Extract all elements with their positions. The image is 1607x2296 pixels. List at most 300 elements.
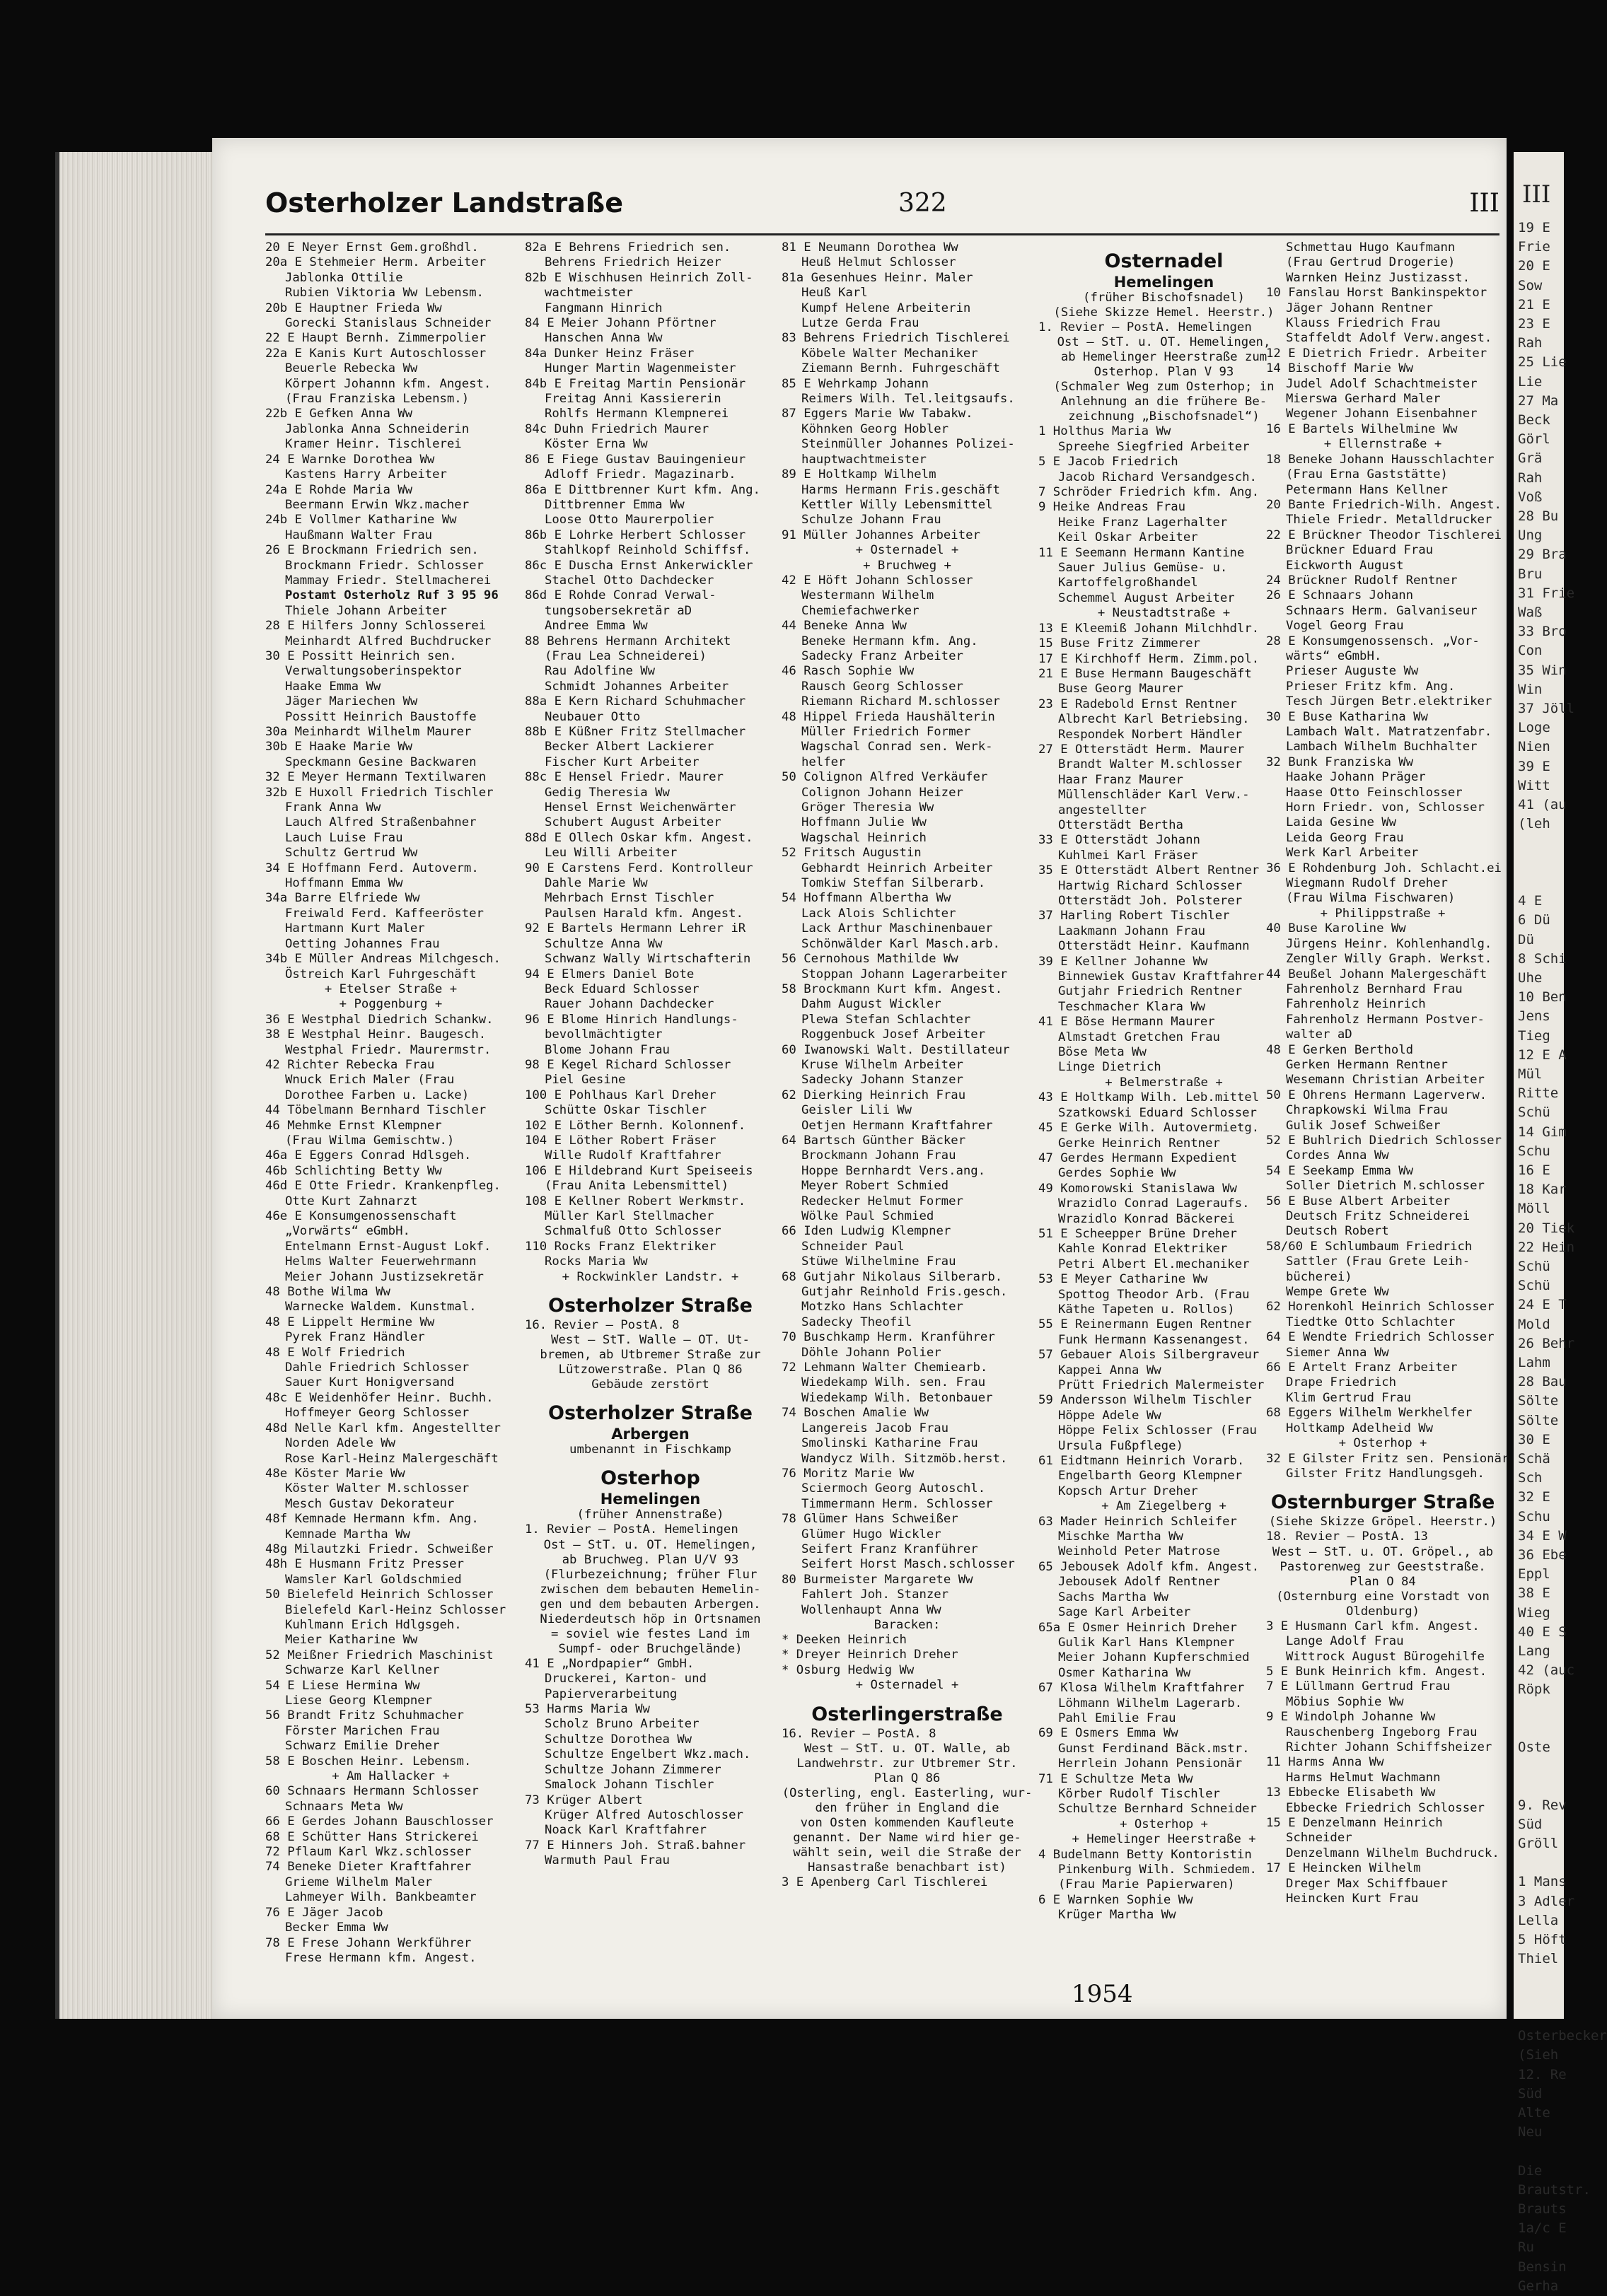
- resident-entry: Gilster Fritz Handlungsgeh.: [1286, 1466, 1485, 1481]
- resident-entry: Vogel Georg Frau: [1286, 619, 1404, 634]
- adjacent-page-line: Sch: [1518, 1470, 1543, 1486]
- resident-entry: Meier Johann Kupferschmied: [1058, 1650, 1250, 1665]
- adjacent-page-line: Ru: [1518, 2239, 1534, 2256]
- adjacent-page-line: 35 Win: [1518, 662, 1567, 678]
- resident-entry: Becker Emma Ww: [285, 1921, 388, 1935]
- house-entry: 91 Müller Johannes Arbeiter: [782, 528, 980, 542]
- resident-entry: Norden Adele Ww: [285, 1436, 396, 1451]
- resident-entry: Engelbarth Georg Klempner: [1058, 1469, 1243, 1484]
- resident-entry: Gebhardt Heinrich Arbeiter: [801, 861, 993, 875]
- street-note: zwischen dem bebauten Hemelin-: [540, 1582, 761, 1597]
- street-note: Ost — StT. u. OT. Hemelingen,: [1057, 335, 1271, 350]
- resident-entry: Ebbecke Friedrich Schlosser: [1286, 1800, 1485, 1815]
- house-entry: 48 Hippel Frieda Haushälterin: [782, 709, 995, 724]
- resident-entry: Sadecky Franz Arbeiter: [801, 648, 963, 663]
- resident-entry: Warmuth Paul Frau: [545, 1853, 670, 1868]
- house-entry: 30 E Buse Katharina Ww: [1266, 709, 1428, 724]
- street-note: Oldenburg): [1345, 1604, 1420, 1619]
- house-entry: 24b E Vollmer Katharine Ww: [265, 513, 457, 528]
- adjacent-page-line: Eppl: [1518, 1566, 1550, 1583]
- adjacent-page-line: [1514, 1719, 1564, 1738]
- adjacent-page-line: 34 E W: [1518, 1527, 1567, 1544]
- house-entry: 16. Revier — PostA. 8: [782, 1726, 936, 1741]
- resident-entry: Sattler (Frau Grete Leih-: [1286, 1254, 1470, 1269]
- house-entry: 5 E Bunk Heinrich kfm. Angest.: [1266, 1664, 1487, 1679]
- resident-entry: Wiedekamp Wilh. Betonbauer: [801, 1390, 993, 1405]
- house-entry: 88c E Hensel Friedr. Maurer: [525, 770, 724, 785]
- adjacent-page-line: Tieg: [1518, 1027, 1550, 1044]
- street-note: Landwehrstr. zur Utbremer Str.: [796, 1756, 1018, 1771]
- adjacent-page-line: 9. Rev: [1518, 1797, 1567, 1813]
- resident-entry: Gerken Hermann Rentner: [1286, 1057, 1448, 1072]
- resident-entry: Wandycz Wilh. Sitzmöb.herst.: [801, 1451, 1008, 1466]
- adjacent-page-line: Nien: [1518, 739, 1550, 755]
- resident-entry: Kuhlmei Karl Fräser: [1058, 848, 1198, 863]
- house-entry: 59 Andersson Wilhelm Tischler: [1038, 1393, 1252, 1408]
- adjacent-page-line: [1514, 853, 1564, 873]
- resident-entry: Lutze Gerda Frau: [801, 316, 919, 331]
- column-4: [1038, 240, 1289, 1923]
- house-entry: 41 E „Nordpapier“ GmbH.: [525, 1656, 695, 1671]
- street-note: zeichnung „Bischofsnadel“): [1068, 409, 1260, 424]
- adjacent-page-line: Gröll: [1518, 1836, 1559, 1852]
- house-entry: 46a E Eggers Conrad Hdlsgeh.: [265, 1148, 472, 1163]
- house-entry: 10 Fanslau Horst Bankinspektor: [1266, 286, 1487, 301]
- adjacent-page-line: Schü: [1518, 1258, 1550, 1274]
- resident-entry: Hensel Ernst Weichenwärter: [545, 800, 736, 815]
- house-entry: 1 Holthus Maria Ww: [1038, 424, 1171, 439]
- street-note: Gebäude zerstört: [591, 1377, 709, 1392]
- adjacent-page-line: Rah: [1518, 470, 1543, 486]
- resident-entry: Respondek Norbert Händler: [1058, 727, 1243, 742]
- resident-entry: angestellter: [1058, 803, 1147, 817]
- resident-entry: Liese Georg Klempner: [285, 1694, 433, 1708]
- adjacent-page-line: Die: [1518, 2162, 1543, 2179]
- resident-entry: Ziemann Bernh. Fuhrgeschäft: [801, 361, 1000, 376]
- resident-entry: Meyer Robert Schmied: [801, 1179, 949, 1194]
- resident-entry: Köster Walter M.schlosser: [285, 1481, 470, 1496]
- street-section-heading: Osterholzer Straße: [548, 1295, 753, 1317]
- adjacent-page-line: 33 Bro: [1518, 624, 1567, 640]
- street-section-heading: Osternburger Straße: [1270, 1491, 1495, 1514]
- adjacent-page-line: 42 (auc: [1518, 1662, 1575, 1679]
- resident-entry: Brockmann Friedr. Schlosser: [285, 558, 484, 573]
- house-entry: 83 Behrens Friedrich Tischlerei: [782, 331, 1010, 346]
- adjacent-page-line: Dü: [1518, 931, 1534, 948]
- resident-entry: Deutsch Fritz Schneiderei: [1286, 1209, 1470, 1223]
- house-entry: 24 Brückner Rudolf Rentner: [1266, 573, 1458, 588]
- street-section-district: Hemelingen: [600, 1491, 701, 1508]
- street-note: Osterhop. Plan V 93: [1093, 365, 1234, 380]
- resident-entry: Spreehe Siegfried Arbeiter: [1058, 439, 1250, 454]
- resident-entry: Leida Georg Frau: [1286, 830, 1404, 845]
- house-entry: 34 E Hoffmann Ferd. Autoverm.: [265, 861, 479, 875]
- house-entry: 90 E Carstens Ferd. Kontrolleur: [525, 861, 753, 875]
- resident-entry: Albrecht Karl Betriebsing.: [1058, 712, 1250, 727]
- house-entry: 68 E Schütter Hans Strickerei: [265, 1829, 479, 1844]
- adjacent-page-line: Süd: [1518, 2085, 1543, 2102]
- adjacent-page-line: Lang: [1518, 1643, 1550, 1660]
- resident-entry: Riemann Richard M.schlosser: [801, 694, 1000, 709]
- resident-entry: (Frau Franziska Lebensm.): [285, 392, 470, 407]
- house-entry: 62 Horenkohl Heinrich Schlosser: [1266, 1300, 1495, 1315]
- house-entry: 17 E Heincken Wilhelm: [1266, 1861, 1421, 1876]
- resident-entry: Schwarze Karl Kellner: [285, 1663, 440, 1678]
- house-entry: 43 E Holtkamp Wilh. Leb.mittel: [1038, 1090, 1260, 1105]
- resident-entry: Sachs Martha Ww: [1058, 1590, 1169, 1604]
- resident-entry: walter aD: [1286, 1027, 1352, 1042]
- adjacent-page-line: 12. Re: [1518, 2066, 1567, 2082]
- header-rule: [265, 233, 1499, 235]
- resident-entry: Jebousek Adolf Rentner: [1058, 1575, 1220, 1590]
- house-entry: 48 Bothe Wilma Ww: [265, 1285, 390, 1300]
- house-entry: 20a E Stehmeier Herm. Arbeiter: [265, 255, 487, 270]
- resident-entry: Schmidt Johannes Arbeiter: [545, 679, 729, 694]
- resident-entry: Mesch Gustav Dekorateur: [285, 1496, 455, 1511]
- resident-entry: Kumpf Helene Arbeiterin: [801, 301, 971, 315]
- house-entry: 81 E Neumann Dorothea Ww: [782, 240, 958, 255]
- resident-entry: Schnaars Herm. Galvaniseur: [1286, 603, 1478, 618]
- house-entry: 56 Brandt Fritz Schuhmacher: [265, 1708, 464, 1723]
- resident-entry: Klauss Friedrich Frau: [1286, 316, 1441, 331]
- adjacent-page-line: Wieg: [1518, 1604, 1550, 1621]
- resident-entry: Wnuck Erich Maler (Frau: [285, 1073, 455, 1088]
- street-note: ab Hemelinger Heerstraße zum: [1060, 350, 1267, 365]
- adjacent-page-line: 41 (au: [1518, 797, 1567, 813]
- resident-entry: Laida Gesine Ww: [1286, 815, 1397, 830]
- house-entry: 60 Iwanowski Walt. Destillateur: [782, 1042, 1010, 1057]
- resident-entry: Frank Anna Ww: [285, 800, 381, 815]
- street-note: (Siehe Skizze Hemel. Heerstr.): [1053, 305, 1275, 320]
- resident-entry: Andree Emma Ww: [545, 619, 648, 634]
- resident-entry: Ursula Fußpflege): [1058, 1438, 1183, 1453]
- street-note: Pastorenweg zur Geeststraße.: [1280, 1559, 1486, 1574]
- adjacent-page-line: Alte: [1518, 2104, 1550, 2121]
- resident-entry: Beneke Hermann kfm. Ang.: [801, 634, 978, 648]
- adjacent-page-line: 38 E: [1518, 1585, 1550, 1602]
- resident-entry: Rohlfs Hermann Klempnerei: [545, 407, 729, 421]
- house-entry: 23 E Radebold Ernst Rentner: [1038, 697, 1237, 711]
- cross-street-marker: + Etelser Straße +: [324, 981, 458, 996]
- resident-entry: Mehrbach Ernst Tischler: [545, 891, 714, 906]
- resident-entry: Harms Helmut Wachmann: [1286, 1770, 1441, 1785]
- house-entry: 50 Colignon Alfred Verkäufer: [782, 770, 988, 785]
- resident-entry: Colignon Johann Heizer: [801, 785, 963, 800]
- resident-entry: (Frau Gertrud Drogerie): [1286, 255, 1456, 270]
- street-note: bremen, ab Utbremer Straße zur: [540, 1348, 761, 1363]
- resident-entry: Oetting Johannes Frau: [285, 936, 440, 951]
- house-entry: 74 Boschen Amalie Ww: [782, 1406, 929, 1421]
- cross-street-marker: + Ellernstraße +: [1323, 437, 1442, 452]
- resident-entry: Kuhlmann Erich Hdlgsgeh.: [285, 1617, 462, 1632]
- house-entry: 64 E Wendte Friedrich Schlosser: [1266, 1330, 1495, 1345]
- resident-entry: Müller Karl Stellmacher: [545, 1209, 714, 1223]
- resident-entry: Rau Adolfine Ww: [545, 664, 656, 679]
- resident-entry: Bielefeld Karl-Heinz Schlosser: [285, 1602, 506, 1617]
- resident-entry: Gerdes Sophie Ww: [1058, 1166, 1176, 1181]
- house-entry: 1. Revier — PostA. Hemelingen: [1038, 320, 1252, 334]
- resident-entry: Funk Hermann Kassenangest.: [1058, 1332, 1250, 1347]
- resident-entry: Krüger Martha Ww: [1058, 1908, 1176, 1923]
- house-entry: 88d E Ollech Oskar kfm. Angest.: [525, 830, 753, 845]
- resident-entry: Rocks Maria Ww: [545, 1254, 648, 1269]
- adjacent-page-edge: [1514, 152, 1607, 2294]
- resident-entry: Keil Oskar Arbeiter: [1058, 530, 1198, 545]
- house-entry: 32 E Gilster Fritz sen. Pensionär: [1266, 1451, 1509, 1466]
- resident-entry: Meier Johann Justizsekretär: [285, 1269, 484, 1284]
- resident-entry: Dorothee Farben u. Lacke): [285, 1088, 470, 1102]
- resident-entry: (Frau Lea Schneiderei): [545, 648, 707, 663]
- resident-entry: Buse Georg Maurer: [1058, 682, 1183, 697]
- house-entry: 27 E Otterstädt Herm. Maurer: [1038, 742, 1245, 757]
- resident-entry: Thiele Friedr. Metalldrucker: [1286, 513, 1492, 528]
- resident-entry: Wagschal Conrad sen. Werk-: [801, 740, 993, 754]
- house-entry: 46 Mehmke Ernst Klempner: [265, 1118, 442, 1133]
- house-entry: 46 Rasch Sophie Ww: [782, 664, 915, 679]
- resident-entry: Otterstädt Heinr. Kaufmann: [1058, 939, 1250, 954]
- house-entry: 38 E Westphal Heinr. Baugesch.: [265, 1027, 487, 1042]
- house-entry: 84c Duhn Friedrich Maurer: [525, 421, 709, 436]
- resident-entry: helfer: [801, 754, 846, 769]
- book-page-edges: [55, 152, 222, 2019]
- house-entry: 71 E Schultze Meta Ww: [1038, 1771, 1193, 1786]
- resident-entry: Müllenschläder Karl Verw.-: [1058, 788, 1250, 803]
- resident-entry: Wrazidlo Conrad Lageraufs.: [1058, 1196, 1250, 1211]
- resident-entry: Kappei Anna Ww: [1058, 1363, 1161, 1377]
- house-entry: 88 Behrens Hermann Architekt: [525, 634, 731, 648]
- resident-entry: Müller Friedrich Former: [801, 725, 971, 739]
- house-entry: 46d E Otte Friedr. Krankenpfleg.: [265, 1179, 501, 1194]
- house-entry: 102 E Löther Bernh. Kolonnenf.: [525, 1118, 746, 1133]
- adjacent-page-line: 27 Ma: [1518, 392, 1559, 409]
- adjacent-page-line: 31 Frie: [1518, 585, 1575, 601]
- house-entry: 30 E Possitt Heinrich sen.: [265, 648, 457, 663]
- adjacent-page-line: Süd: [1518, 1816, 1543, 1832]
- street-note: den früher in England die: [815, 1801, 999, 1815]
- adjacent-page-line: Beck: [1518, 412, 1550, 429]
- adjacent-page-line: Loge: [1518, 720, 1550, 736]
- adjacent-page-line: Thiel: [1518, 1951, 1559, 1967]
- adjacent-page-line: Jens: [1518, 1008, 1550, 1025]
- house-entry: 50 E Ohrens Hermann Lagerverw.: [1266, 1088, 1487, 1102]
- house-entry: 28 E Konsumgenossensch. „Vor-: [1266, 634, 1480, 648]
- cross-street-marker: + Osternadel +: [855, 1678, 959, 1693]
- resident-entry: Haake Emma Ww: [285, 679, 381, 694]
- cross-street-marker: + Osterhop +: [1338, 1436, 1427, 1451]
- house-entry: 52 E Buhlrich Diedrich Schlosser: [1266, 1133, 1502, 1148]
- house-entry: 3 E Husmann Carl kfm. Angest.: [1266, 1619, 1480, 1633]
- resident-entry: hauptwachtmeister: [801, 452, 927, 467]
- resident-entry: Stahlkopf Reinhold Schiffsf.: [545, 543, 751, 558]
- adjacent-page-line: 12 E A: [1518, 1047, 1567, 1063]
- house-entry: 78 Glümer Hans Schweißer: [782, 1512, 958, 1527]
- house-entry: 20 E Neyer Ernst Gem.großhdl.: [265, 240, 479, 255]
- adjacent-page-lines: [1514, 218, 1607, 2296]
- adjacent-page-line: 3 Adler: [1518, 1893, 1575, 1909]
- house-entry: 84a Dunker Heinz Fräser: [525, 346, 695, 361]
- resident-entry: Thiele Johann Arbeiter: [285, 603, 447, 618]
- house-entry: 34b E Müller Andreas Milchgesch.: [265, 952, 501, 967]
- resident-entry: Szatkowski Eduard Schlosser: [1058, 1105, 1257, 1120]
- house-entry: 84 E Meier Johann Pförtner: [525, 316, 717, 331]
- house-entry: 98 E Kegel Richard Schlosser: [525, 1057, 731, 1072]
- house-entry: 3 E Apenberg Carl Tischlerei: [782, 1875, 988, 1889]
- resident-entry: Richter Johann Schiffsheizer: [1286, 1740, 1492, 1754]
- adjacent-page-line: Bensin: [1518, 2259, 1567, 2275]
- house-entry: 70 Buschkamp Herm. Kranführer: [782, 1330, 995, 1345]
- resident-entry: Chrapkowski Wilma Frau: [1286, 1103, 1448, 1118]
- house-entry: 22a E Kanis Kurt Autoschlosser: [265, 346, 487, 361]
- resident-entry: Hanschen Anna Ww: [545, 331, 663, 346]
- resident-entry: Wagschal Heinrich: [801, 830, 927, 845]
- resident-entry: Schwanz Wally Wirtschafterin: [545, 952, 751, 967]
- house-entry: 76 E Jäger Jacob: [265, 1905, 383, 1920]
- resident-entry: Schneider: [1286, 1831, 1352, 1846]
- house-entry: 34a Barre Elfriede Ww: [265, 891, 420, 906]
- street-section-heading: Osterhop: [601, 1467, 700, 1490]
- resident-entry: Wollenhaupt Anna Ww: [801, 1602, 941, 1617]
- resident-entry: Hoffmann Emma Ww: [285, 876, 403, 891]
- street-note: ab Bruchweg. Plan U/V 93: [562, 1552, 739, 1567]
- resident-entry: Heuß Karl: [801, 286, 868, 301]
- adjacent-page-line: Ritte: [1518, 1085, 1559, 1102]
- resident-entry: Fahlert Joh. Stanzer: [801, 1587, 949, 1602]
- house-entry: 22b E Gefken Anna Ww: [265, 407, 413, 421]
- resident-entry: Redecker Helmut Former: [801, 1194, 963, 1208]
- street-note: West — StT. u. OT. Gröpel., ab: [1272, 1544, 1494, 1559]
- resident-entry: Glümer Hugo Wickler: [801, 1527, 941, 1542]
- adjacent-page-line: Waß: [1518, 605, 1543, 621]
- cross-street-marker: + Bruchweg +: [863, 558, 951, 573]
- house-entry: 87 Eggers Marie Ww Tabakw.: [782, 407, 973, 421]
- resident-entry: Schnaars Meta Ww: [285, 1799, 403, 1814]
- resident-entry: Wegener Johann Eisenbahner: [1286, 407, 1478, 421]
- resident-entry: Behrens Friedrich Heizer: [545, 255, 721, 270]
- adjacent-page-line: 30 E: [1518, 1431, 1550, 1447]
- resident-entry: Böse Meta Ww: [1058, 1045, 1147, 1060]
- resident-entry: Östreich Karl Fuhrgeschäft: [285, 967, 477, 981]
- adjacent-page-line: 36 Ebe: [1518, 1547, 1567, 1563]
- resident-entry: Hoffmann Julie Ww: [801, 815, 927, 830]
- cross-street-marker: + Osternadel +: [855, 543, 959, 558]
- running-head-street: Osterholzer Landstraße: [265, 187, 624, 218]
- street-note: von Osten kommenden Kaufleute: [800, 1816, 1014, 1830]
- resident-entry: Roggenbuck Josef Arbeiter: [801, 1027, 986, 1042]
- resident-entry: Smalock Johann Tischler: [545, 1778, 714, 1793]
- house-entry: 110 Rocks Franz Elektriker: [525, 1239, 717, 1254]
- house-entry: 88a E Kern Richard Schuhmacher: [525, 694, 746, 709]
- street-section-heading: Osterlingerstraße: [811, 1703, 1003, 1725]
- resident-entry: Höppe Adele Ww: [1058, 1408, 1161, 1423]
- house-entry: 60 Schnaars Hermann Schlosser: [265, 1784, 479, 1799]
- resident-entry: Schubert August Arbeiter: [545, 815, 721, 830]
- house-entry: 26 E Brockmann Friedrich sen.: [265, 543, 479, 558]
- adjacent-page-line: 39 E: [1518, 758, 1550, 774]
- resident-entry: Schönwälder Karl Masch.arb.: [801, 936, 1000, 951]
- adjacent-page-line: 6 Dü: [1518, 912, 1550, 928]
- resident-entry: Wiegmann Rudolf Dreher: [1286, 876, 1448, 891]
- house-entry: 7 Schröder Friedrich kfm. Ang.: [1038, 485, 1260, 500]
- house-entry: 100 E Pohlhaus Karl Dreher: [525, 1088, 717, 1102]
- resident-entry: Sadecky Theofil: [801, 1315, 912, 1329]
- resident-entry: Postamt Osterholz Ruf 3 95 96: [285, 588, 499, 603]
- resident-entry: Jablonka Ottilie: [285, 270, 403, 285]
- resident-entry: Oetjen Hermann Kraftfahrer: [801, 1118, 993, 1133]
- resident-entry: Harms Hermann Fris.geschäft: [801, 482, 1000, 497]
- house-entry: 54 E Liese Hermina Ww: [265, 1678, 420, 1693]
- resident-entry: Beermann Erwin Wkz.macher: [285, 497, 470, 512]
- house-entry: 41 E Böse Hermann Maurer: [1038, 1015, 1215, 1030]
- street-note: Niederdeutsch höp in Ortsnamen: [540, 1612, 761, 1626]
- adjacent-page-line: Uhe: [1518, 969, 1543, 986]
- house-entry: 45 E Gerke Wilh. Autovermietg.: [1038, 1121, 1260, 1136]
- adjacent-page-line: [1514, 1776, 1564, 1795]
- resident-entry: Adloff Friedr. Magazinarb.: [545, 467, 736, 482]
- adjacent-page-line: 1a/c E: [1518, 2220, 1567, 2237]
- cross-street-marker: + Hemelinger Heerstraße +: [1072, 1832, 1256, 1847]
- resident-entry: Stachel Otto Dachdecker: [545, 573, 714, 588]
- street-note: Lützowerstraße. Plan Q 86: [558, 1363, 743, 1377]
- resident-entry: (Frau Anita Lebensmittel): [545, 1179, 729, 1194]
- house-entry: 69 E Osmers Emma Ww: [1038, 1726, 1178, 1741]
- resident-entry: Otterstädt Bertha: [1058, 817, 1183, 832]
- house-entry: 11 E Seemann Hermann Kantine: [1038, 545, 1245, 560]
- resident-entry: Schütte Oskar Tischler: [545, 1103, 707, 1118]
- house-entry: 9 Heike Andreas Frau: [1038, 500, 1186, 515]
- directory-page: [212, 138, 1507, 2019]
- resident-entry: Tiedtke Otto Schlachter: [1286, 1315, 1456, 1329]
- resident-entry: Warnecke Waldem. Kunstmal.: [285, 1300, 477, 1315]
- resident-entry: Lange Adolf Frau: [1286, 1634, 1404, 1649]
- resident-entry: Plewa Stefan Schlachter: [801, 1012, 971, 1027]
- resident-entry: Kastens Harry Arbeiter: [285, 467, 447, 482]
- house-entry: 51 E Scheepper Brüne Dreher: [1038, 1226, 1237, 1241]
- adjacent-page-line: 1 Mans: [1518, 1874, 1567, 1890]
- resident-entry: Fischer Kurt Arbeiter: [545, 754, 700, 769]
- resident-entry: Helms Walter Feuerwehrmann: [285, 1254, 477, 1269]
- resident-entry: Wille Rudolf Kraftfahrer: [545, 1148, 721, 1163]
- resident-entry: Kramer Heinr. Tischlerei: [285, 437, 462, 452]
- resident-entry: Tomkiw Steffan Silberarb.: [801, 876, 986, 891]
- cross-street-marker: + Philippstraße +: [1320, 906, 1446, 921]
- resident-entry: (Frau Wilma Gemischtw.): [285, 1133, 455, 1148]
- cross-street-marker: + Poggenburg +: [339, 997, 443, 1012]
- resident-entry: Reimers Wilh. Tel.leitgsaufs.: [801, 392, 1015, 407]
- house-entry: 4 Budelmann Betty Kontoristin: [1038, 1847, 1252, 1862]
- resident-entry: Prieser Auguste Ww: [1286, 664, 1419, 679]
- resident-entry: Prieser Fritz kfm. Ang.: [1286, 679, 1456, 694]
- house-entry: 24a E Rohde Maria Ww: [265, 482, 413, 497]
- house-entry: 56 Cernohous Mathilde Ww: [782, 952, 958, 967]
- street-note: = soviel wie festes Land im: [551, 1626, 750, 1641]
- resident-entry: Soller Dietrich M.schlosser: [1286, 1179, 1485, 1194]
- adjacent-page-line: Con: [1518, 643, 1543, 659]
- house-entry: 86a E Dittbrenner Kurt kfm. Ang.: [525, 482, 760, 497]
- house-entry: 32 Bunk Franziska Ww: [1266, 754, 1414, 769]
- resident-entry: Jacob Richard Versandgesch.: [1058, 470, 1257, 484]
- resident-entry: Leu Willi Arbeiter: [545, 846, 678, 861]
- house-entry: 72 Pflaum Karl Wkz.schlosser: [265, 1845, 472, 1860]
- resident-entry: Langereis Jacob Frau: [801, 1421, 949, 1435]
- house-entry: 94 E Elmers Daniel Bote: [525, 967, 695, 981]
- house-entry: 37 Harling Robert Tischler: [1038, 909, 1230, 923]
- house-entry: 18. Revier — PostA. 13: [1266, 1529, 1428, 1544]
- resident-entry: Fahrenholz Bernhard Frau: [1286, 981, 1463, 996]
- house-entry: 57 Gebauer Alois Silbergraveur: [1038, 1348, 1260, 1363]
- house-entry: 5 E Jacob Friedrich: [1038, 455, 1178, 470]
- house-entry: 44 Beußel Johann Malergeschäft: [1266, 967, 1487, 981]
- resident-entry: Pinkenburg Wilh. Schmiedem.: [1058, 1863, 1257, 1877]
